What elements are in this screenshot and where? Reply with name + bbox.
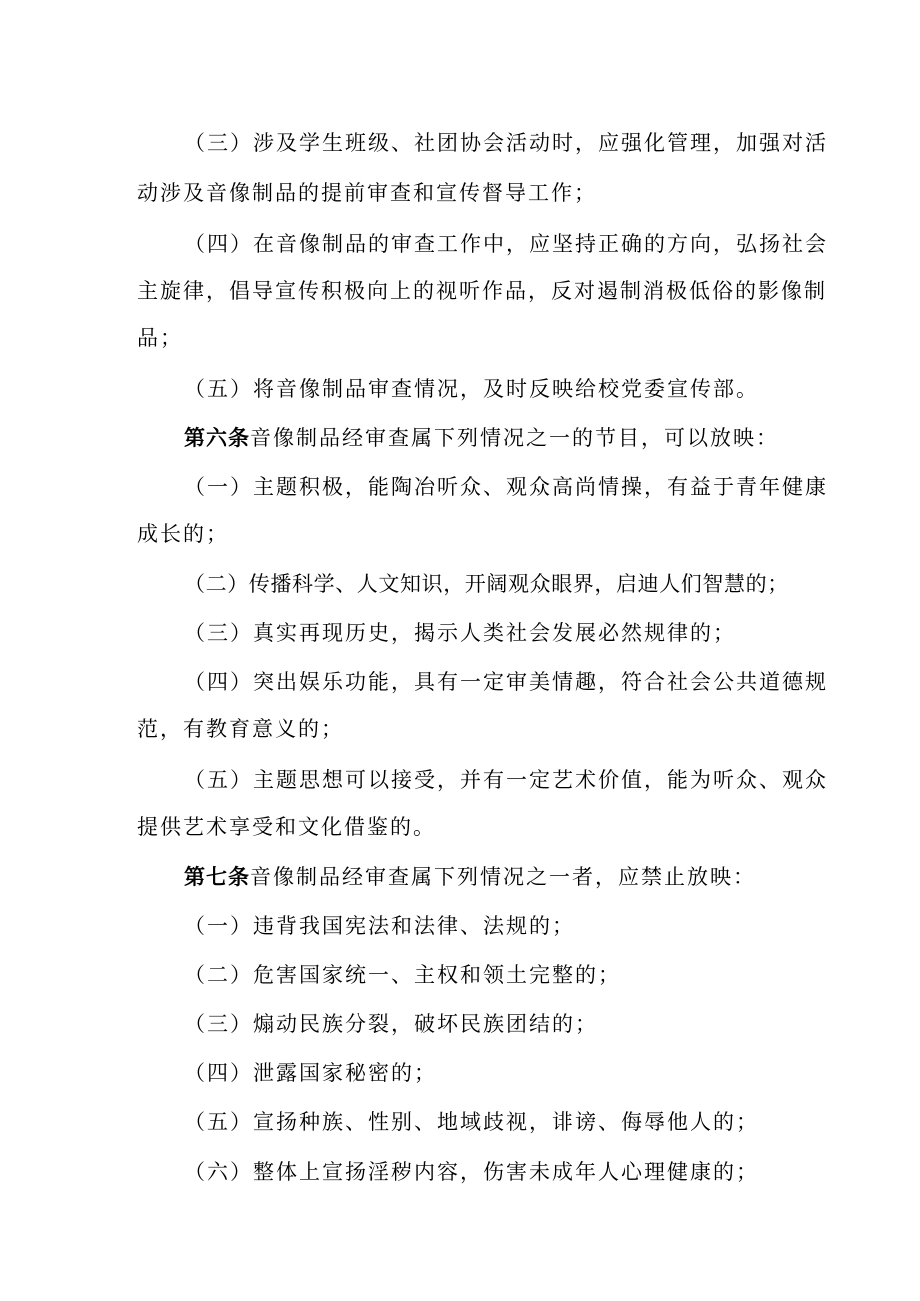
paragraph-line: （二）危害国家统一、主权和领土完整的； bbox=[184, 963, 621, 987]
article-line bbox=[184, 862, 756, 892]
paragraph-line: 成长的； bbox=[137, 522, 229, 546]
article-text: 音像制品经审查属下列情况之一者，应禁止放映： bbox=[250, 865, 756, 889]
article-text: 音像制品经审查属下列情况之一的节目，可以放映： bbox=[250, 426, 779, 450]
paragraph-line: 主旋律，倡导宣传积极向上的视听作品，反对遏制消极低俗的影像制 bbox=[137, 279, 827, 303]
paragraph-line: （五）主题思想可以接受，并有一定艺术价值，能为听众、观众 bbox=[184, 768, 828, 792]
paragraph-line: （三）涉及学生班级、社团协会活动时，应强化管理，加强对活 bbox=[184, 131, 828, 155]
paragraph-line: （五）宣扬种族、性别、地域歧视，诽谤、侮辱他人的； bbox=[184, 1110, 759, 1134]
paragraph-line: （一）违背我国宪法和法律、法规的； bbox=[184, 914, 575, 938]
paragraph-line: （一）主题积极，能陶冶听众、观众高尚情操，有益于青年健康 bbox=[184, 475, 828, 499]
paragraph-line: （三）煽动民族分裂，破坏民族团结的； bbox=[184, 1012, 598, 1036]
article-number: 第六条 bbox=[184, 426, 250, 450]
article-line bbox=[184, 423, 779, 453]
article-number: 第七条 bbox=[184, 865, 250, 889]
paragraph-line: （三）真实再现历史，揭示人类社会发展必然规律的； bbox=[184, 621, 736, 645]
paragraph-line: 提供艺术享受和文化借鉴的。 bbox=[137, 815, 436, 839]
paragraph-line: 品； bbox=[137, 326, 183, 350]
paragraph-line: （四）泄露国家秘密的； bbox=[184, 1061, 437, 1085]
paragraph-line: （四）在音像制品的审查工作中，应坚持正确的方向，弘扬社会 bbox=[184, 232, 828, 256]
paragraph-line: 动涉及音像制品的提前审查和宣传督导工作； bbox=[137, 181, 597, 205]
paragraph-line: （四）突出娱乐功能，具有一定审美情趣，符合社会公共道德规 bbox=[184, 670, 828, 694]
paragraph-line: （六）整体上宣扬淫秽内容，伤害未成年人心理健康的； bbox=[184, 1160, 759, 1184]
paragraph-line: （五）将音像制品审查情况，及时反映给校党委宣传部。 bbox=[184, 377, 759, 401]
paragraph-line: 范，有教育意义的； bbox=[137, 717, 344, 741]
paragraph-line: （二）传播科学、人文知识，开阔观众眼界，启迪人们智慧的； bbox=[184, 572, 789, 596]
